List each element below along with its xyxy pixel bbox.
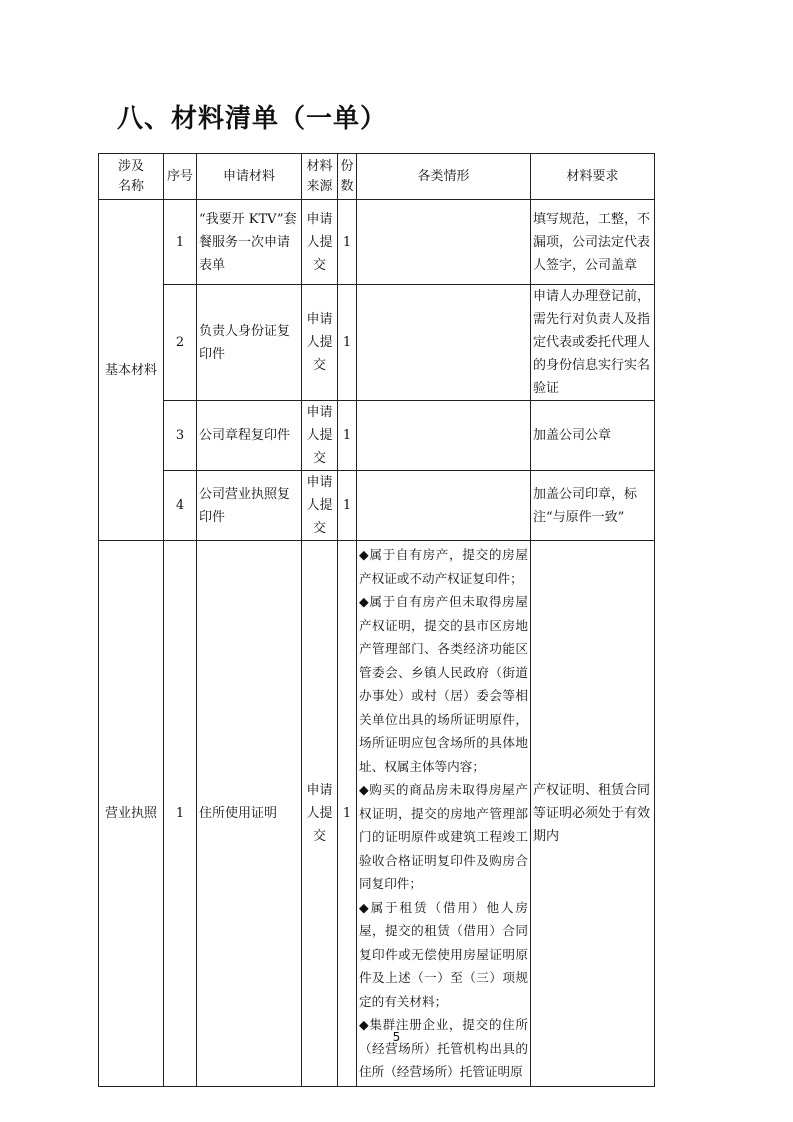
row-source: 申请 人提 交: [302, 401, 338, 471]
row-material: 公司章程复印件: [197, 401, 302, 471]
row-seq: 3: [164, 401, 197, 471]
row-conditions: [357, 401, 531, 471]
row-material: “我要开 KTV”套餐服务一次申请表单: [197, 200, 302, 285]
row-conditions: [357, 471, 531, 541]
row-conditions: [357, 200, 531, 285]
row-conditions: [357, 285, 531, 401]
table-row: [99, 541, 655, 1087]
row-source: 申请 人提 交: [302, 200, 338, 285]
row-material: 公司营业执照复印件: [197, 471, 302, 541]
condition-item: ◆属于租赁（借用）他人房屋，提交的租赁（借用）合同复印件或无偿使用房屋证明原件及上述（一）至（三）项规定的有关材料；: [359, 899, 528, 1009]
row-copies: 1: [338, 200, 357, 285]
row-material: 负责人身份证复印件: [197, 285, 302, 401]
row-requirement: 产权证明、租赁合同等证明必须处于有效期内: [531, 541, 655, 1087]
row-copies: 1: [338, 401, 357, 471]
header-source: 材料 来源: [302, 154, 338, 200]
row-seq: 1: [164, 541, 197, 1087]
row-material: 住所使用证明: [197, 541, 302, 1087]
header-copies: 份 数: [338, 154, 357, 200]
row-requirement: 填写规范，工整，不漏项，公司法定代表人签字，公司盖章: [531, 200, 655, 285]
materials-table: [98, 153, 655, 1087]
section-title: 八、材料清单（一单）: [117, 104, 388, 134]
group-license: 营业执照: [99, 541, 164, 1087]
table-row: [99, 285, 655, 401]
group-basic: 基本材料: [99, 200, 164, 541]
row-source: 申请 人提 交: [302, 285, 338, 401]
table-row: [99, 471, 655, 541]
header-requirements: 材料要求: [531, 154, 655, 200]
table-row: [99, 401, 655, 471]
row-copies: 1: [338, 285, 357, 401]
header-scope: 涉及 名称: [99, 154, 164, 200]
page-number: 5: [392, 1030, 401, 1044]
row-seq: 1: [164, 200, 197, 285]
table-row: [99, 200, 655, 285]
header-seq: 序号: [164, 154, 197, 200]
row-requirement: 加盖公司印章，标注“与原件一致”: [531, 471, 655, 541]
row-requirement: 加盖公司公章: [531, 401, 655, 471]
row-seq: 2: [164, 285, 197, 401]
row-requirement: 申请人办理登记前，需先行对负责人及指定代表或委托代理人的身份信息实行实名验证: [531, 285, 655, 401]
row-source: 申请 人提 交: [302, 471, 338, 541]
row-source: 申请 人提 交: [302, 541, 338, 1087]
row-copies: 1: [338, 471, 357, 541]
condition-item: ◆集群注册企业，提交的住所（经营场所）托管机构出具的住所（经营场所）托管证明原: [359, 1017, 528, 1079]
header-conditions: 各类情形: [357, 154, 531, 200]
condition-item: ◆属于自有房产但未取得房屋产权证明，提交的县市区房地产管理部门、各类经济功能区管委会、乡镇人民政府（街道办事处）或村（居）委会等相关单位出具的场所证明原件，场所证明应包含场所的具体地址、权属主体等内容；: [359, 594, 528, 774]
table-header-row: [99, 154, 655, 200]
row-seq: 4: [164, 471, 197, 541]
row-conditions: [357, 541, 531, 1087]
header-material: 申请材料: [197, 154, 302, 200]
condition-item: ◆购买的商品房未取得房屋产权证明，提交的房地产管理部门的证明原件或建筑工程竣工验收合格证明复印件及购房合同复印件；: [359, 782, 528, 891]
row-copies: 1: [338, 541, 357, 1087]
condition-item: ◆属于自有房产，提交的房屋产权证或不动产权证复印件；: [359, 547, 528, 586]
